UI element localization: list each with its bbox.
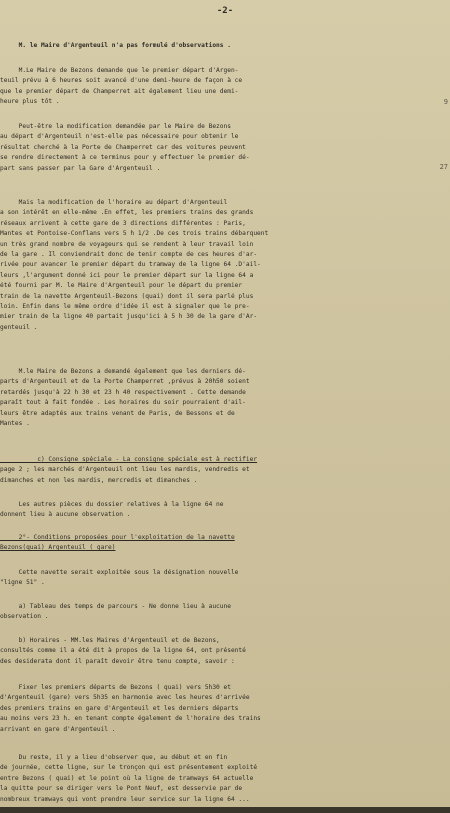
text-line: consultés comme il a été dit à propos de la ligne 64, ont présenté <box>0 647 246 655</box>
margin-mark: 27 <box>439 163 448 171</box>
text-line: résultat cherché à la Porte de Champerret car des voitures peuvent <box>0 143 246 151</box>
text-line: teuil prévu à 6 heures soit avancé d'une demi-heure de façon à ce <box>0 77 243 85</box>
text-line: Fixer les premiers départs de Bezons ( quai) vers 5h30 et <box>0 684 231 691</box>
text-line: Les autres pièces du dossier relatives à la ligne 64 ne <box>0 501 224 508</box>
paragraph-other-documents <box>0 500 450 521</box>
text-line: d'Argenteuil (gare) vers 5h35 en harmonie avec les heures d'arrivée <box>0 694 250 702</box>
paragraph-modification-unnecessary <box>0 122 450 174</box>
section-heading-shuttle-conditions <box>0 533 450 554</box>
text-line: M. le Maire d'Argenteuil n'a pas formulé d'observations . <box>0 42 231 49</box>
text-line: se rendre directement à ce terminus pour y effectuer le premier dé- <box>0 154 250 162</box>
paragraph-travel-time-table <box>0 602 450 623</box>
text-line: de journée, cette ligne, sur le tronçon qui est présentement exploité <box>0 764 258 772</box>
text-line: rivée pour avancer le premier départ du tramway de la ligne 64 .D'ail- <box>0 261 261 269</box>
page-number: -2- <box>216 6 234 16</box>
text-line: genteuil . <box>0 323 38 331</box>
text-line: heure plus tôt . <box>0 98 60 106</box>
text-line: la quitte pour se diriger vers le Pont Neuf, est desservie par de <box>0 785 243 793</box>
text-line: donnent lieu à aucune observation . <box>0 511 131 519</box>
text-line: un très grand nombre de voyageurs qui se rendent à leur travail loin <box>0 240 254 248</box>
text-line: parts d'Argenteuil et de la Porte Champerret ,prévus à 20h50 soient <box>0 378 250 386</box>
paragraph-special-instruction <box>0 455 450 486</box>
text-line: b) Horaires - MM.les Maires d'Argenteuil et de Bezons, <box>0 637 220 644</box>
text-line: leurs ,l'argument donné ici pour le premier départ sur la ligne 64 a <box>0 271 254 279</box>
text-line: 2°- Conditions proposées pour l'exploitation de la navette <box>0 534 235 541</box>
text-line: observation . <box>0 613 49 621</box>
text-line: leurs être adaptés aux trains venant de Paris, de Bessons et de <box>0 409 235 417</box>
paragraph-schedule-interest <box>0 198 450 333</box>
text-line: au départ d'Argenteuil n'est-elle pas nécessaire pour obtenir le <box>0 133 239 141</box>
margin-mark: 9 <box>443 98 448 106</box>
text-line: nombreux tramways qui vont prendre leur service sur la ligne 64 ... <box>0 795 250 803</box>
text-line: Bezons(quai) Argenteuil ( gare) <box>0 544 116 552</box>
text-line: c) Consigne spéciale - La consigne spéciale est à rectifier <box>0 456 258 463</box>
text-line: a) Tableau des temps de parcours - Ne donne lieu à aucune <box>0 603 231 610</box>
paragraph-bezons-first-departure <box>0 66 450 108</box>
text-line: Peut-être la modification demandée par le Maire de Bezons <box>0 123 231 130</box>
text-line: paraît tout à fait fondée . Les horaires du soir pourraient d'ail- <box>0 399 246 407</box>
text-line: M.le Maire de Bezons a demandé également que les derniers dé- <box>0 368 246 375</box>
text-line: page 2 ; les marchés d'Argenteuil ont lieu les mardis, vendredis et <box>0 466 250 474</box>
text-line: dimanches et non les mardis, mercredis et dimanches . <box>0 476 198 484</box>
text-line: "ligne 51" . <box>0 579 45 587</box>
text-line: des desiderata dont il paraît devoir être tenu compte, savoir : <box>0 657 235 665</box>
text-line: Du reste, il y a lieu d'observer que, au début et en fin <box>0 754 228 761</box>
text-line: de la gare . Il conviendrait donc de tenir compte de ces heures d'ar- <box>0 251 258 259</box>
text-line: train de la navette Argenteuil-Bezons (quai) dont il sera parlé plus <box>0 292 254 300</box>
text-line: Mantes et Pontoise-Conflans vers 5 h 1/2 .De ces trois trains débarquent <box>0 230 269 238</box>
text-line: mier train de la ligne 40 partait jusqu'ici à 5 h 30 de la gare d'Ar- <box>0 313 258 321</box>
text-line: Cette navette serait exploitée sous la désignation nouvelle <box>0 569 239 576</box>
paragraph-line-51-designation <box>0 568 450 589</box>
text-line: des premiers trains en gare d'Argenteuil et les derniers départs <box>0 704 239 712</box>
text-line: au moins vers 23 h. en tenant compte également de l'horaire des trains <box>0 715 261 723</box>
text-line: part sans passer par la Gare d'Argenteuil . <box>0 164 161 172</box>
text-line: arrivant en gare d'Argenteuil . <box>0 725 116 733</box>
text-line: Mantes . <box>0 420 30 428</box>
text-line: réseaux arrivent à cette gare de 3 directions différentes : Paris, <box>0 219 246 227</box>
paragraph-timetables <box>0 636 450 667</box>
text-line: a son intérêt en elle-même .En effet, les premiers trains des grands <box>0 209 254 217</box>
paragraph-last-departures <box>0 367 450 429</box>
text-line: M.Le Maire de Bezons demande que le premier départ d'Argen- <box>0 67 239 74</box>
text-line: entre Bezons ( quai) et le point où la ligne de tramways 64 actuelle <box>0 774 254 782</box>
text-line: été fourni par M. le Maire d'Argenteuil pour le départ du premier <box>0 282 243 290</box>
text-line: loin. Enfin dans le même ordre d'idée il est à signaler que le pre- <box>0 303 250 311</box>
text-line: que le premier départ de Champerret ait également lieu une demi- <box>0 87 239 95</box>
paragraph-first-departures-bezons <box>0 683 450 735</box>
scanner-bottom-edge <box>0 807 450 813</box>
paragraph-no-observations-argenteuil <box>0 41 450 51</box>
text-line: retardés jusqu'à 22 h 30 et 23 h 40 respectivement . Cette demande <box>0 388 246 396</box>
paragraph-observation-tramways <box>0 753 450 805</box>
text-line: Mais la modification de l'horaire au départ d'Argenteuil <box>0 199 228 206</box>
